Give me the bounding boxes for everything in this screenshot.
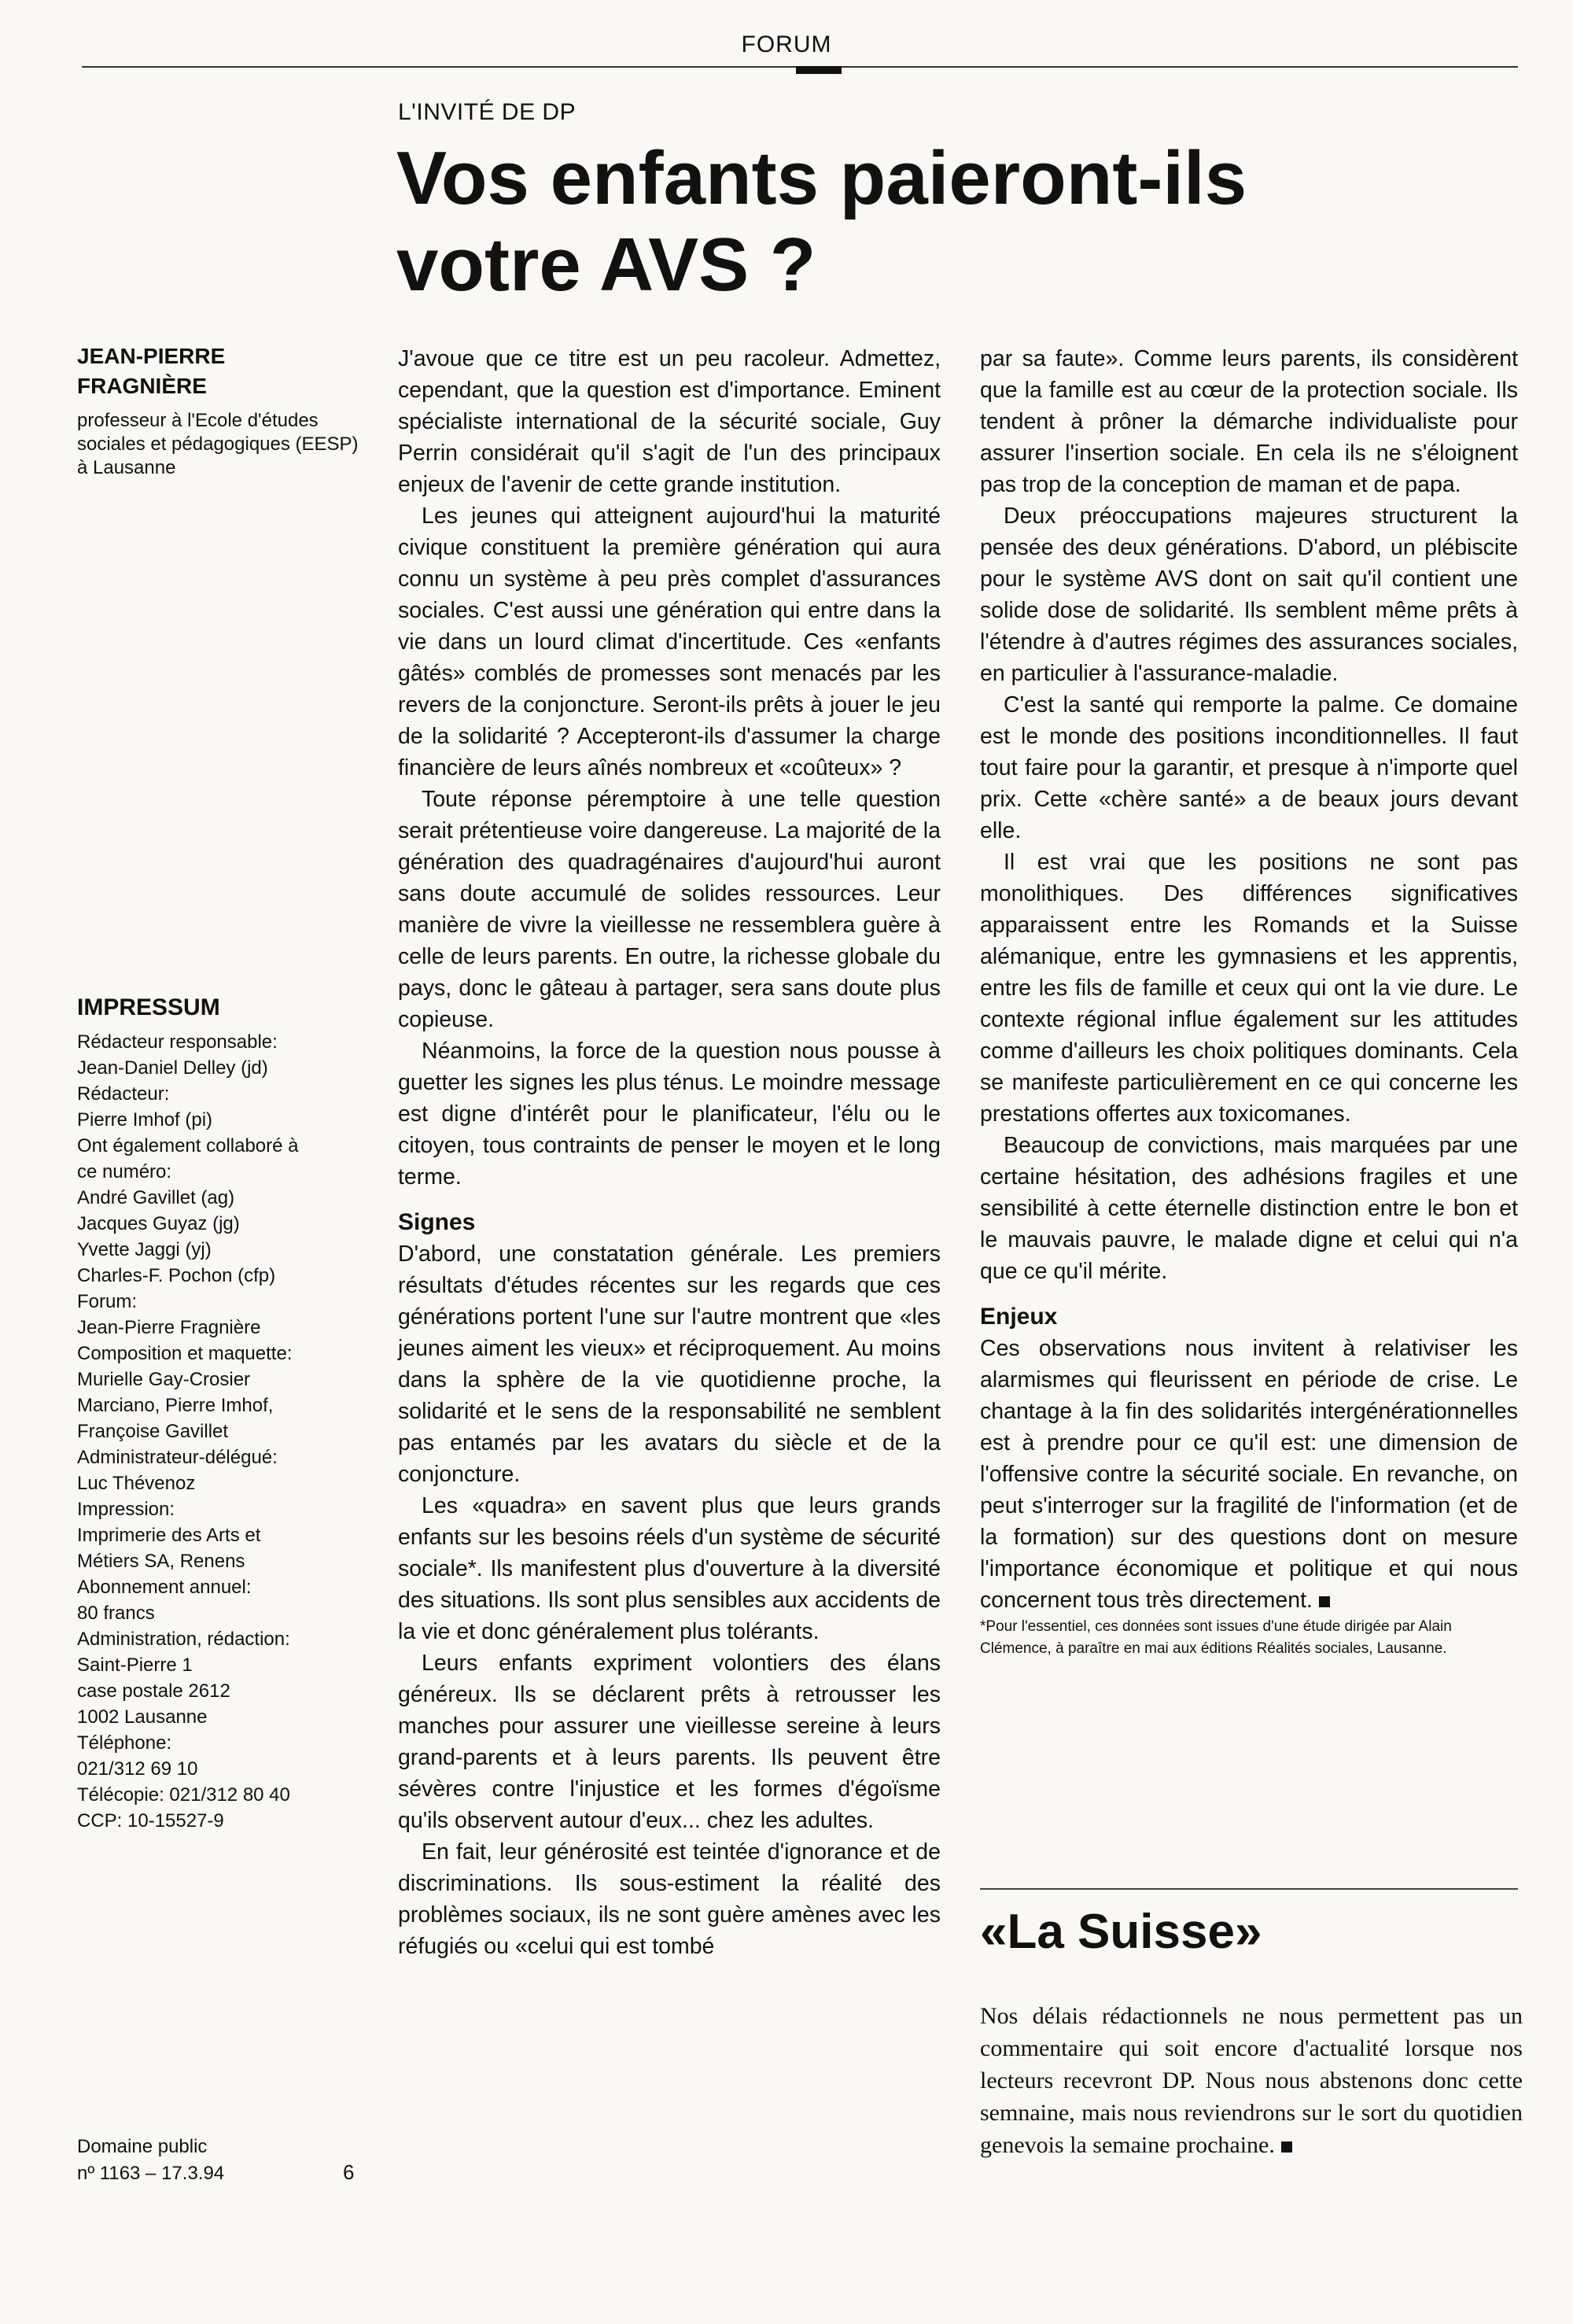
paragraph: Les «quadra» en savent plus que leurs grands enfants sur les besoins réels d'un système de sécurité sociale*. Ils manifestent plus d'ouverture à la diversité des situations. Ils sont plus sensibles aux accidents de la vie et donc généralement plus tolérants. [398,1493,941,1644]
paragraph: Beaucoup de convictions, mais marquées par une certaine hésitation, des adhésions fragiles et une sensibilité à cette éternelle distinction entre le bon et le mauvais pauvre, le malade digne et celui qui n'a que ce qu'il mérite. [980,1133,1518,1284]
paragraph: par sa faute». Comme leurs parents, ils considèrent que la famille est au cœur de la protection sociale. Ils tendent à prôner la démarche individualiste pour assurer l'insertion sociale. En cela ils ne s'éloignent pas trop de la conception de maman et de papa. [980,346,1518,497]
impressum-line: Françoise Gavillet [77,1421,229,1442]
impressum-line: Murielle Gay-Crosier [77,1369,251,1390]
paragraph: C'est la santé qui remporte la palme. Ce domaine est le monde des positions inconditionnelles. Il faut tout faire pour la garantir, et presque à n'importe quel prix. Cette «chère santé» a de beaux jours devant elle. [980,692,1518,843]
impressum-line: Jacques Guyaz (jg) [77,1213,240,1234]
box-body-text: Nos délais rédactionnels ne nous permettent pas un commentaire qui soit encore d'actualité lorsque nos lecteurs recevront DP. Nous nous abstenons donc cette semnaine, mais nous reviendrons sur le sort du quotidien genevois la semaine prochaine. [980,2003,1523,2158]
article-column-2 [980,343,1518,1660]
paragraph: En fait, leur générosité est teintée d'ignorance et de discriminations. Ils sous-estiment la réalité des problèmes sociaux, ils ne sont guère amènes avec les réfugiés ou «celui qui est tombé [398,1839,941,1959]
section-tab-marker [796,66,842,74]
box-title: «La Suisse» [980,1905,1262,1959]
author-block [77,341,360,480]
paragraph-text: Ces observations nous invitent à relativiser les alarmismes qui fleurissent en période de crise. Le chantage à la fin des solidarités intergénérationnelles est à prendre pour ce qu'il est: une dimension de l'offensive contre la sécurité sociale. En revanche, on peut s'interroger sur la fragilité de l'information (et de la formation) sur des questions dont on mesure l'importance économique et politique et qui nous concernent tous très directement. [980,1336,1518,1613]
impressum-line: CCP: 10-15527-9 [77,1810,224,1832]
impressum-line: Ont également collaboré à [77,1135,299,1156]
impressum-line: Administration, rédaction: [77,1629,290,1650]
headline-line-1: Vos enfants paieront-ils [396,136,1247,220]
article-column-1 [398,343,941,1962]
paragraph: Leurs enfants expriment volontiers des élans généreux. Ils se déclarent prêts à retrousser les manches pour assurer une vieillesse sereine à leurs grand-parents et à leurs parents. Ils peuvent être sévères contre l'injustice et les formes d'égoïsme qu'ils observent autour d'eux... chez les adultes. [398,1651,941,1833]
impressum-line: Téléphone: [77,1732,172,1754]
impressum-line: Charles-F. Pochon (cfp) [77,1265,276,1286]
publication-footer [77,2134,360,2187]
footnote: *Pour l'essentiel, ces données sont issues d'une étude dirigée par Alain Clémence, à paraître en mai aux éditions Réalités sociales, Lausanne. [980,1618,1452,1657]
impressum-line: Abonnement annuel: [77,1577,252,1598]
impressum-line: André Gavillet (ag) [77,1187,235,1208]
subheading-signes: Signes [398,1209,476,1235]
box-body [980,2000,1523,2161]
section-label: FORUM [741,31,832,57]
impressum-line: ce numéro: [77,1161,172,1182]
impressum-line: Imprimerie des Arts et [77,1525,261,1546]
article-kicker: L'INVITÉ DE DP [398,99,577,125]
impressum-title: IMPRESSUM [77,994,220,1020]
paragraph: Néanmoins, la force de la question nous pousse à guetter les signes les plus ténus. Le moindre message est digne d'intérêt pour le planificateur, l'élu ou le citoyen, tous contraints de penser le moyen et le long terme. [398,1038,941,1190]
headline-line-2: votre AVS ? [396,223,816,307]
impressum [77,994,376,1834]
impressum-line: Yvette Jaggi (yj) [77,1239,212,1260]
impressum-line: Composition et maquette: [77,1343,293,1364]
page-number: 6 [343,2160,355,2184]
impressum-line: Pierre Imhof (pi) [77,1109,213,1131]
impressum-line: Luc Thévenoz [77,1473,196,1494]
impressum-line: Impression: [77,1499,175,1520]
end-mark-icon [1319,1596,1330,1607]
impressum-line: Forum: [77,1291,138,1312]
impressum-line: Jean-Daniel Delley (jd) [77,1057,268,1079]
impressum-line: Rédacteur responsable: [77,1031,278,1053]
impressum-line: 021/312 69 10 [77,1758,198,1780]
impressum-line: Métiers SA, Renens [77,1551,245,1572]
article-headline [396,135,1419,308]
paragraph: Il est vrai que les positions ne sont pas monolithiques. Des différences significatives apparaissent entre les Romands et la Suisse alémanique, entre les gymnasiens et les apprentis, entre les fils de famille et ceux qui ont la vie dure. Le contexte régional influe également sur les attitudes comme d'ailleurs les choix politiques dominants. Cela se manifeste particulièrement en ce qui concerne les prestations offertes aux toxicomanes. [980,850,1518,1127]
author-name-line-1: JEAN-PIERRE [77,344,226,368]
end-mark-icon [1281,2141,1292,2152]
impressum-line: 1002 Lausanne [77,1706,208,1728]
paragraph: Toute réponse péremptoire à une telle question serait prétentieuse voire dangereuse. La majorité de la génération des quadragénaires d'aujourd'hui auront sans doute accumulé de solides ressources. Leur manière de vivre la vieillesse ne ressemblera guère à celle de leurs parents. En outre, la richesse globale du pays, donc le gâteau à partager, sera sans doute plus copieuse. [398,787,941,1032]
impressum-line: Télécopie: 021/312 80 40 [77,1784,290,1806]
impressum-line: Marciano, Pierre Imhof, [77,1395,274,1416]
paragraph: D'abord, une constatation générale. Les premiers résultats d'études récentes sur les regards que ces générations portent l'une sur l'autre montrent que «les jeunes aiment les vieux» et réciproquement. Au moins dans la sphère de la vie quotidienne proche, la solidarité et le sens de la responsabilité ne semblent pas entamés par les avatars du siècle et de la conjoncture. [398,1241,941,1487]
author-name-line-2: FRAGNIÈRE [77,374,207,398]
paragraph-with-endmark [980,1333,1518,1616]
publication-name: Domaine public [77,2136,208,2157]
paragraph: Les jeunes qui atteignent aujourd'hui la maturité civique constituent la première génération qui aura connu un système à peu près complet d'assurances sociales. C'est aussi une génération qui entre dans la vie dans un lourd climat d'incertitude. Ces «enfants gâtés» comblés de promesses sont menacés par les revers de la conjoncture. Seront-ils prêts à jouer le jeu de la solidarité ? Accepteront-ils d'assumer la charge financière de leurs aînés nombreux et «coûteux» ? [398,504,941,780]
impressum-line: Rédacteur: [77,1083,170,1105]
impressum-line: Jean-Pierre Fragnière [77,1317,261,1338]
subheading-enjeux: Enjeux [980,1304,1058,1330]
author-bio: professeur à l'Ecole d'études sociales et pédagogiques (EESP) à Lausanne [77,410,359,478]
paragraph: Deux préoccupations majeures structurent la pensée des deux générations. D'abord, un plébiscite pour le système AVS dont on sait qu'il contient une solide dose de solidarité. Ils semblent même prêts à l'étendre à d'autres régimes des assurances sociales, en particulier à l'assurance-maladie. [980,504,1518,686]
impressum-line: Saint-Pierre 1 [77,1654,193,1676]
impressum-line: case postale 2612 [77,1680,230,1702]
box-rule [980,1888,1518,1890]
paragraph: J'avoue que ce titre est un peu racoleur. Admettez, cependant, que la question est d'importance. Eminent spécialiste international de la sécurité sociale, Guy Perrin considérait qu'il s'agit de l'un des principaux enjeux de l'avenir de cette grande institution. [398,346,941,497]
impressum-line: 80 francs [77,1603,155,1624]
impressum-line: Administrateur-délégué: [77,1447,278,1468]
issue-number: nº 1163 – 17.3.94 [77,2163,225,2184]
